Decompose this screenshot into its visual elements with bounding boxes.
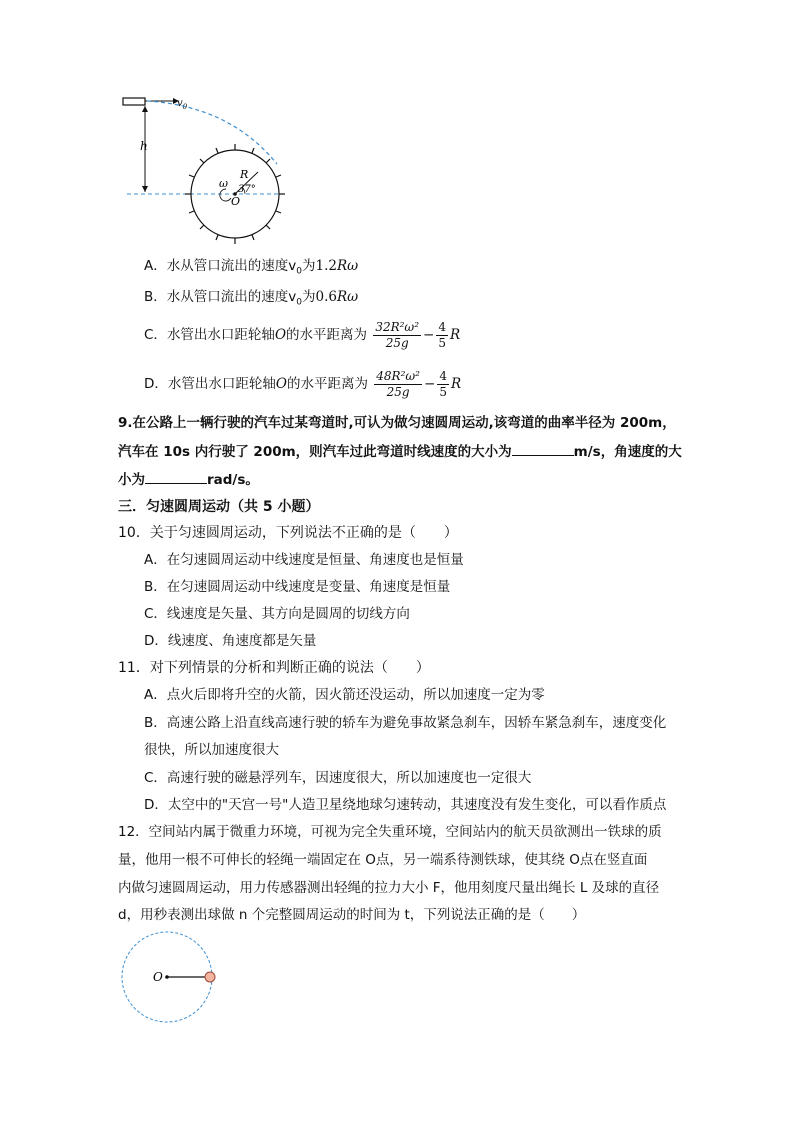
O-label: O [153,970,163,984]
omega-label: ω [219,177,228,190]
q11-option-d: D．太空中的"天宫一号"人造卫星绕地球匀速转动，其速度没有发生变化，可以看作质点 [144,797,667,813]
q10-stem: 10．关于匀速圆周运动，下列说法不正确的是（ ） [118,525,458,541]
q8-option-d: D．水管出水口距轮轴O的水平距离为 $\frac{\text{48R²ω²}}{25g}$ − $\frac{4}{5}$ R [144,368,462,399]
answer-blank[interactable] [145,469,207,484]
h-label: h [140,139,148,153]
q8-option-b: B．水从管口流出的速度$v_0$为0.6Rω [144,289,359,308]
fraction: $\frac{4}{5}$ [438,319,446,350]
q10-option-d: D．线速度、角速度都是矢量 [144,633,317,649]
q8-option-a: A．水从管口流出的速度$v_0$为1.2Rω [144,258,359,277]
R-label: R [240,168,249,181]
q8-option-c: C．水管出水口距轮轴O的水平距离为 $\frac{\text{32R²ω²}}{25g}$ − $\frac{4}{5}$ R [144,319,461,350]
O-label: O [231,195,241,208]
q10-option-a: A．在匀速圆周运动中线速度是恒量、角速度也是恒量 [144,552,464,568]
q12-line-4: d，用秒表测出球做 n 个完整圆周运动的时间为 t，下列说法正确的是（ ） [118,907,586,923]
q9-line-1: 9.在公路上一辆行驶的汽车过某弯道时,可认为做匀速圆周运动,该弯道的曲率半径为 200m， [118,415,676,431]
q10-option-b: B．在匀速圆周运动中线速度是变量、角速度是恒量 [144,579,451,595]
fraction: $\frac{\text{32R²ω²}}{25g}$ [375,319,420,350]
circular-motion-figure [115,930,225,1028]
fraction: $\frac{\text{48R²ω²}}{25g}$ [376,368,420,399]
v0-label: $v_0$ [177,98,188,111]
q11-option-b-cont: 很快，所以加速度很大 [144,742,279,758]
waterwheel-figure [115,92,290,247]
section-title: 三．匀速圆周运动（共 5 小题） [118,499,320,515]
iron-ball [205,972,215,982]
q10-option-c: C．线速度是矢量、其方向是圆周的切线方向 [144,606,410,622]
q9-line-3: 小为 rad/s。 [118,469,259,490]
q11-option-a: A．点火后即将升空的火箭，因火箭还没运动，所以加速度一定为零 [144,687,545,703]
q9-line-2: 汽车在 10s 内行驶了 200m，则汽车过此弯道时线速度的大小为 m/s，角速度的大 [118,441,682,462]
answer-blank[interactable] [512,441,574,456]
q11-option-c: C．高速行驶的磁悬浮列车，因速度很大，所以加速度也一定很大 [144,770,532,786]
q11-option-b: B．高速公路上沿直线高速行驶的轿车为避免事故紧急刹车，因轿车紧急刹车，速度变化 [144,715,667,731]
q12-line-1: 12．空间站内属于微重力环境，可视为完全失重环境，空间站内的航天员欲测出一铁球的质 [118,824,662,840]
q11-stem: 11．对下列情景的分析和判断正确的说法（ ） [118,660,430,676]
angle-label: 37° [238,184,256,195]
q12-line-2: 量，他用一根不可伸长的轻绳一端固定在 O点，另一端系待测铁球，使其绕 O点在竖直面 [118,852,648,868]
fraction: $\frac{4}{5}$ [439,368,447,399]
q12-line-3: 内做匀速圆周运动，用力传感器测出轻绳的拉力大小 F，他用刻度尺量出绳长 L 及球的直径 [118,880,660,896]
